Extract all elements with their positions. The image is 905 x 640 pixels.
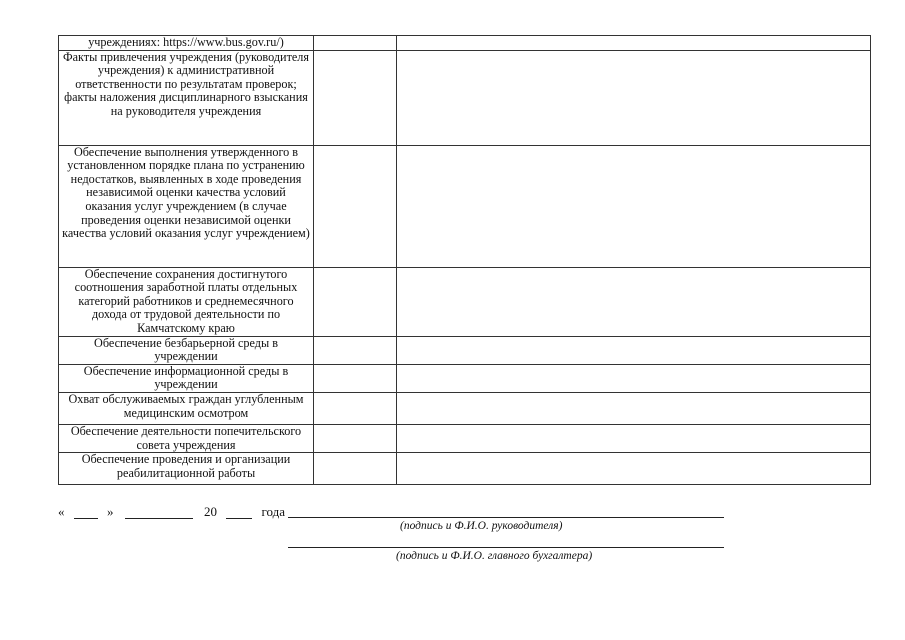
date-line — [58, 504, 285, 519]
month-blank — [125, 505, 193, 519]
value-cell — [314, 453, 397, 485]
value-cell — [314, 267, 397, 336]
comment-cell — [397, 336, 871, 364]
row-label: учреждениях: https://www.bus.gov.ru/) — [59, 36, 314, 51]
row-label: Обеспечение информационной среды в учреждении — [59, 364, 314, 392]
value-cell — [314, 364, 397, 392]
table-row — [59, 36, 871, 51]
comment-cell — [397, 36, 871, 51]
comment-cell — [397, 145, 871, 267]
row-label: Охват обслуживаемых граждан углубленным медицинским осмотром — [59, 392, 314, 424]
value-cell — [314, 336, 397, 364]
table-row — [59, 364, 871, 392]
year-prefix: 20 — [204, 504, 217, 519]
accountant-signature-line — [288, 547, 724, 548]
row-label: Обеспечение выполнения утвержденного в установленном порядке плана по устранению недостатков, выявленных в ходе проведения независимой оценки качества условий оказания услуг учреждением (в случае проведения оценки независимой оценки качества условий оказания услуг учреждением) — [59, 145, 314, 267]
comment-cell — [397, 267, 871, 336]
row-label: Обеспечение сохранения достигнутого соотношения заработной платы отдельных категорий работников и среднемесячного дохода от трудовой деятельности по Камчатскому краю — [59, 267, 314, 336]
year-blank — [226, 505, 252, 519]
table-row — [59, 424, 871, 452]
table-row — [59, 50, 871, 145]
comment-cell — [397, 364, 871, 392]
row-label: Обеспечение безбарьерной среды в учреждении — [59, 336, 314, 364]
value-cell — [314, 36, 397, 51]
table-row — [59, 267, 871, 336]
comment-cell — [397, 50, 871, 145]
value-cell — [314, 392, 397, 424]
table-row — [59, 145, 871, 267]
criteria-table — [58, 35, 871, 485]
day-blank — [74, 505, 98, 519]
year-suffix: года — [261, 504, 286, 519]
table-row — [59, 392, 871, 424]
close-quote: » — [107, 504, 114, 519]
accountant-signature-caption: (подпись и Ф.И.О. главного бухгалтера) — [396, 550, 593, 562]
head-signature-caption: (подпись и Ф.И.О. руководителя) — [400, 520, 563, 532]
open-quote: « — [58, 504, 65, 519]
table-row — [59, 336, 871, 364]
comment-cell — [397, 453, 871, 485]
table-row — [59, 453, 871, 485]
value-cell — [314, 50, 397, 145]
head-signature-line — [288, 517, 724, 518]
comment-cell — [397, 424, 871, 452]
row-label: Обеспечение проведения и организации реабилитационной работы — [59, 453, 314, 485]
value-cell — [314, 424, 397, 452]
value-cell — [314, 145, 397, 267]
row-label: Факты привлечения учреждения (руководителя учреждения) к административной ответственности по результатам проверок; факты наложения дисциплинарного взыскания на руководителя учреждения — [59, 50, 314, 145]
row-label: Обеспечение деятельности попечительского совета учреждения — [59, 424, 314, 452]
comment-cell — [397, 392, 871, 424]
